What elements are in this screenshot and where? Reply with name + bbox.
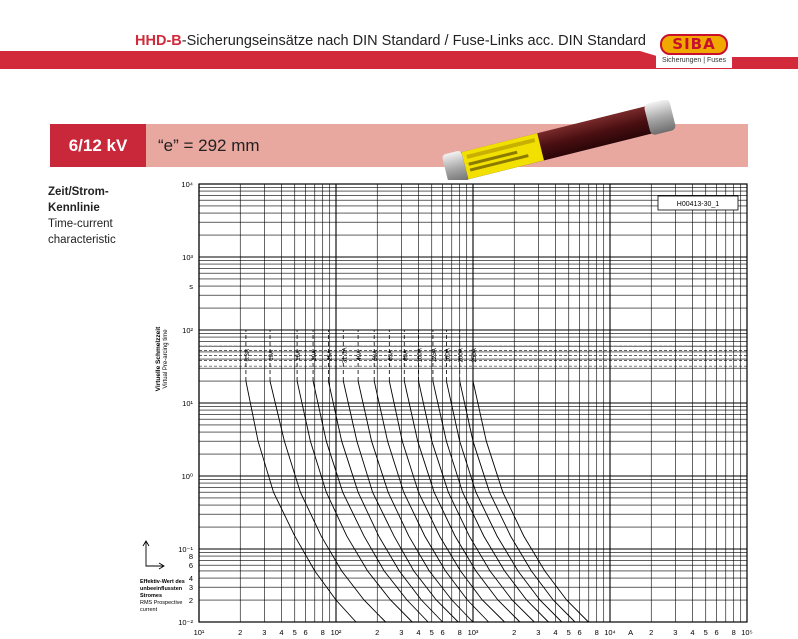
- time-current-chart: [140, 178, 760, 639]
- y-tick-label: 10⁴: [181, 180, 193, 189]
- caption-de-2: Kennlinie: [48, 202, 100, 214]
- curve-label: 50A: [373, 349, 380, 361]
- curve-label: 16A: [296, 349, 303, 361]
- y-tick-label: 10⁻²: [178, 618, 193, 627]
- x-tick-label: 5: [566, 628, 571, 637]
- curve-label: 100A: [417, 348, 424, 363]
- x-tick-label: 5: [429, 628, 434, 637]
- dimension-e: “e” = 292 mm: [158, 136, 260, 155]
- caption-de-1: Zeit/Strom-: [48, 186, 109, 198]
- x-tick-label: 10⁴: [604, 628, 616, 637]
- x-tick-label: 8: [594, 628, 599, 637]
- x-tick-label: 2: [238, 628, 243, 637]
- x-tick-label: 5: [703, 628, 708, 637]
- x-tick-label: 10²: [330, 628, 342, 637]
- y-tick-label: 8: [188, 552, 193, 562]
- curve-label: 160A: [445, 348, 452, 363]
- x-axis-caption-line: current: [140, 607, 158, 613]
- caption-en-2: characteristic: [48, 234, 116, 246]
- page-header: [0, 0, 798, 68]
- x-tick-label: 3: [673, 628, 678, 637]
- y-tick-label: 10⁻¹: [178, 545, 193, 554]
- y-tick-label: s: [189, 282, 193, 292]
- x-tick-label: 8: [457, 628, 462, 637]
- x-tick-label: 4: [553, 628, 558, 637]
- logo-subtitle: Sicherungen | Fuses: [661, 57, 727, 64]
- x-axis-caption-line: Effektiv-Wert des: [140, 579, 185, 585]
- curve-label: 125A: [431, 348, 438, 363]
- x-tick-label: 4: [690, 628, 695, 637]
- x-tick-label: 5: [292, 628, 297, 637]
- curve-label: 40A: [357, 349, 364, 361]
- chart-id-label: H00413-30_1: [676, 201, 720, 208]
- x-tick-label: 2: [375, 628, 380, 637]
- x-tick-label: 3: [536, 628, 541, 637]
- curve-label: 6.3A: [244, 349, 251, 362]
- curve-label: 80A: [403, 349, 410, 361]
- x-tick-label: 8: [731, 628, 736, 637]
- logo-mark: SIBA: [660, 34, 728, 55]
- curve-label: 10A: [269, 349, 276, 361]
- fuse-link-image: [440, 100, 680, 180]
- y-tick-label: 3: [188, 583, 193, 593]
- x-tick-label: 6: [577, 628, 582, 637]
- chart-grid: [199, 184, 747, 622]
- y-tick-label: 10²: [182, 326, 193, 335]
- axis-direction-arrow-icon: [143, 541, 164, 569]
- x-tick-label: 6: [440, 628, 445, 637]
- x-tick-label: 2: [512, 628, 517, 637]
- siba-logo: [656, 34, 732, 68]
- x-tick-label: 10³: [467, 628, 479, 637]
- y-tick-label: 4: [188, 574, 193, 584]
- x-tick-label: 3: [399, 628, 404, 637]
- y-tick-label: 6: [188, 561, 193, 571]
- curve-label: 31.5A: [342, 347, 349, 364]
- x-tick-label: 4: [279, 628, 284, 637]
- y-axis-title: Virtuelle Schmelzzeit: [155, 326, 162, 392]
- curve-label: 20A: [312, 349, 319, 361]
- x-tick-label: 8: [320, 628, 325, 637]
- x-tick-label: 6: [303, 628, 308, 637]
- caption-en-1: Time-current: [48, 218, 113, 230]
- x-tick-label: 2: [649, 628, 654, 637]
- curve-label: 250A: [472, 348, 478, 363]
- y-tick-label: 10⁰: [181, 472, 193, 481]
- series-name: HHD-B: [135, 33, 182, 49]
- y-tick-label: 10¹: [182, 399, 193, 408]
- x-tick-label: 6: [714, 628, 719, 637]
- x-axis-caption-line: unbeeinflussten: [140, 586, 183, 592]
- x-axis-caption-line: RMS Prospective: [140, 600, 183, 606]
- x-tick-label: 10¹: [193, 628, 205, 637]
- voltage-rating: 6/12 kV: [50, 124, 146, 167]
- curve-label: 63A: [388, 349, 395, 361]
- y-tick-label: 2: [188, 596, 193, 606]
- y-tick-label: 10³: [182, 253, 193, 262]
- y-axis-title-en: Virtual Pre-arcing time: [163, 329, 169, 389]
- curve-label: 25A: [327, 349, 334, 361]
- x-tick-label: 10⁵: [741, 628, 753, 637]
- header-title: [135, 33, 646, 49]
- curve-label: 200A: [458, 348, 465, 363]
- x-tick-label: 4: [416, 628, 421, 637]
- x-tick-label: 3: [262, 628, 267, 637]
- chart-caption: [48, 184, 116, 248]
- x-tick-label: A: [628, 628, 634, 637]
- header-title-rest: -Sicherungseinsätze nach DIN Standard / Fuse-Links acc. DIN Standard: [181, 33, 646, 49]
- x-axis-caption-line: Stromes: [140, 593, 163, 599]
